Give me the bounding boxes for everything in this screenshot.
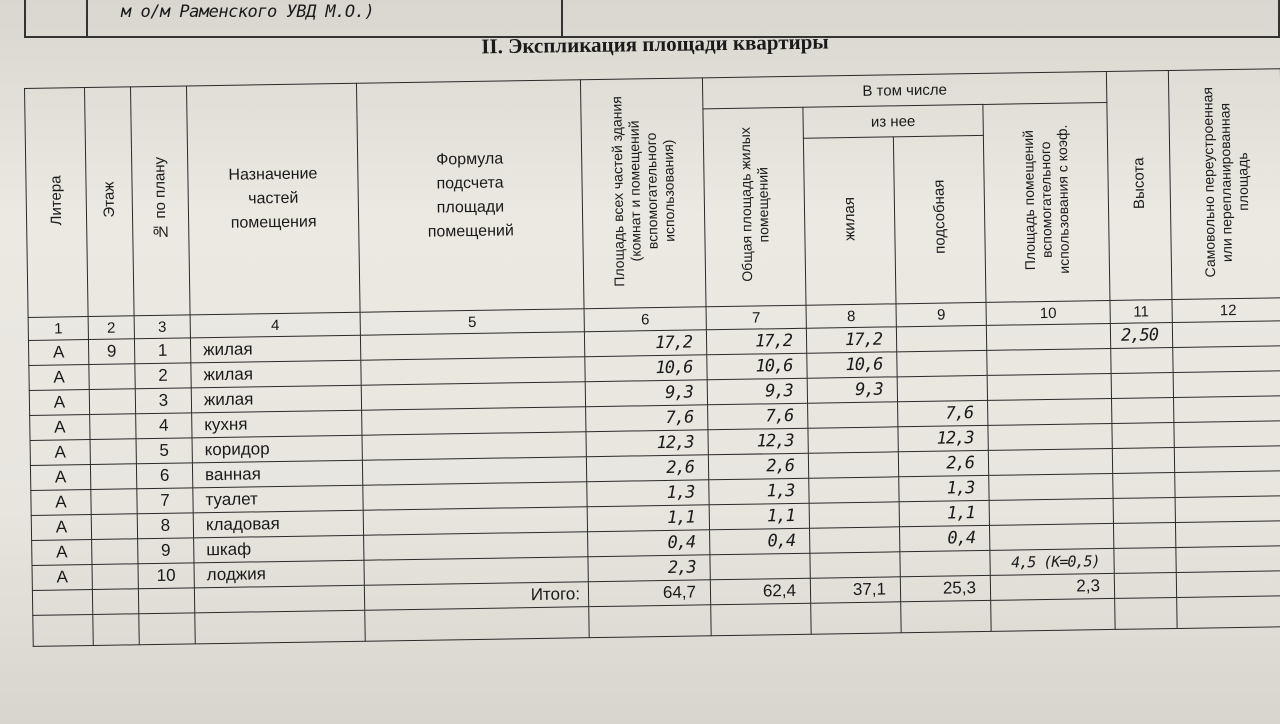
cell-litera: А	[32, 564, 92, 590]
cell-height	[1114, 547, 1176, 573]
column-number: 8	[806, 304, 896, 328]
cell-total-area: 12,3	[586, 430, 708, 457]
column-number: 10	[986, 300, 1110, 325]
header-obshaya-zhilaya: Общая площадь жилых помещений	[703, 107, 806, 307]
cell-plan-number: 6	[136, 463, 192, 489]
cell-living-total: 2,6	[708, 453, 808, 480]
cell-plan-number: 5	[136, 438, 192, 464]
cell-total-area: 1,3	[587, 480, 709, 507]
cell-living	[808, 427, 898, 453]
cell-height	[1111, 372, 1173, 398]
cell-plan-number: 8	[137, 513, 193, 539]
total-c6: 64,7	[588, 580, 710, 607]
cell-formula	[362, 407, 586, 436]
cell-height: 2,50	[1110, 322, 1172, 348]
header-vysota: Высота	[1106, 71, 1172, 301]
column-number: 12	[1172, 298, 1280, 323]
cell-plan-number: 9	[138, 538, 194, 564]
column-number: 1	[28, 317, 88, 341]
column-number: 7	[706, 305, 806, 330]
cell-living: 17,2	[806, 327, 896, 353]
cell-unauthorized	[1174, 421, 1280, 448]
cell-etazh	[90, 464, 136, 490]
cell-height	[1111, 347, 1173, 373]
section-title: II. Экспликация площади квартиры	[481, 29, 829, 59]
cell-living-total: 9,3	[707, 378, 807, 405]
cell-plan-number: 2	[135, 363, 191, 389]
cell-litera: А	[30, 465, 90, 491]
cell-total-area: 17,2	[584, 330, 706, 357]
cell-coef-area: 4,5 (К=0,5)	[990, 548, 1114, 575]
cell-height	[1112, 422, 1174, 448]
cell-unauthorized	[1176, 546, 1280, 573]
header-etazh: Этаж	[85, 87, 135, 317]
cell-auxiliary	[897, 350, 987, 376]
cell-litera: А	[30, 415, 90, 441]
cell-auxiliary: 0,4	[900, 525, 990, 551]
cell-living	[810, 527, 900, 553]
cell-room-name: ванная	[192, 460, 362, 488]
cell-plan-number: 1	[134, 338, 190, 364]
cell-coef-area	[986, 323, 1110, 350]
cell-unauthorized	[1174, 396, 1280, 423]
header-samovolno: Самовольно переустроенная или перепланированная площадь	[1168, 69, 1280, 300]
cell-living	[810, 552, 900, 578]
column-number: 11	[1110, 299, 1172, 323]
cell-total-area: 1,1	[587, 505, 709, 532]
column-number: 5	[360, 309, 584, 336]
cell-height	[1113, 497, 1175, 523]
cell-coef-area	[989, 498, 1113, 525]
cell-divider	[561, 0, 563, 36]
totals-label: Итого:	[364, 582, 588, 611]
cell-formula	[363, 482, 587, 511]
total-c8: 37,1	[810, 577, 900, 603]
cell-room-name: жилая	[191, 385, 361, 413]
cell-plan-number: 3	[135, 388, 191, 414]
cell-formula	[361, 357, 585, 386]
cell-auxiliary	[897, 375, 987, 401]
cell-plan-number: 7	[137, 488, 193, 514]
cell-auxiliary: 7,6	[898, 400, 988, 426]
cell-unauthorized	[1175, 521, 1280, 548]
cell-formula	[361, 382, 585, 411]
cell-litera: А	[28, 340, 88, 366]
header-naznachenie: Назначение частей помещения	[186, 83, 360, 315]
cell-living: 9,3	[807, 377, 897, 403]
cell-living-total: 0,4	[710, 528, 810, 555]
cell-divider	[86, 0, 88, 36]
cell-etazh	[92, 539, 138, 565]
cell-etazh	[89, 389, 135, 415]
cell-height	[1112, 397, 1174, 423]
cell-coef-area	[987, 348, 1111, 375]
column-number: 4	[190, 312, 360, 338]
cell-plan-number: 4	[136, 413, 192, 439]
cell-room-name: туалет	[193, 485, 363, 513]
cell-total-area: 7,6	[586, 405, 708, 432]
cell-unauthorized	[1174, 446, 1280, 473]
cell-unauthorized	[1173, 346, 1280, 373]
cell-living	[808, 402, 898, 428]
total-c9: 25,3	[900, 575, 990, 601]
cell-coef-area	[988, 398, 1112, 425]
cell-etazh	[89, 364, 135, 390]
header-zhilaya: жилая	[803, 137, 896, 305]
cell-litera: А	[29, 365, 89, 391]
cell-total-area: 0,4	[588, 530, 710, 557]
header-ploshad-vseh: Площадь всех частей здания (комнат и помещений вспомогательного использования)	[580, 78, 706, 309]
cell-formula	[363, 507, 587, 536]
cell-formula	[362, 457, 586, 486]
cell-total-area: 2,6	[586, 455, 708, 482]
cell-living-total: 10,6	[707, 353, 807, 380]
cell-plan-number: 10	[138, 563, 194, 589]
explication-table	[24, 68, 1280, 647]
cell-litera: А	[29, 390, 89, 416]
cell-total-area: 2,3	[588, 555, 710, 582]
cell-etazh	[90, 439, 136, 465]
cell-etazh	[90, 414, 136, 440]
total-c10: 2,3	[990, 573, 1114, 600]
issuer-note: м о/м Раменского УВД М.О.)	[121, 2, 375, 22]
cell-auxiliary: 12,3	[898, 425, 988, 451]
cell-living-total: 17,2	[706, 328, 806, 355]
cell-auxiliary	[896, 325, 986, 351]
header-iz-nee: из нее	[803, 104, 983, 138]
cell-auxiliary: 2,6	[898, 450, 988, 476]
cell-auxiliary: 1,3	[899, 475, 989, 501]
cell-etazh: 9	[88, 339, 134, 365]
header-v-tom-chisle: В том числе	[702, 71, 1106, 108]
cell-formula	[362, 432, 586, 461]
cell-etazh	[91, 489, 137, 515]
cell-room-name: лоджия	[194, 560, 364, 588]
header-po-planu: № по плану	[130, 86, 190, 316]
cell-room-name: жилая	[191, 360, 361, 388]
cell-room-name: кухня	[192, 410, 362, 438]
cell-unauthorized	[1175, 496, 1280, 523]
cell-unauthorized	[1172, 321, 1280, 348]
cell-total-area: 10,6	[585, 355, 707, 382]
cell-coef-area	[987, 373, 1111, 400]
column-number: 2	[88, 316, 134, 340]
cell-room-name: коридор	[192, 435, 362, 463]
cell-living-total: 1,3	[709, 478, 809, 505]
cell-living-total: 7,6	[708, 403, 808, 430]
table-rows	[28, 321, 1280, 591]
total-c7: 62,4	[710, 578, 810, 605]
cell-etazh	[92, 564, 138, 590]
cell-room-name: жилая	[190, 335, 360, 363]
column-number: 9	[896, 302, 986, 326]
column-number: 3	[134, 315, 190, 339]
cell-living-total: 12,3	[708, 428, 808, 455]
cell-coef-area	[988, 423, 1112, 450]
cell-litera: А	[32, 539, 92, 565]
cell-coef-area	[989, 523, 1113, 550]
cell-height	[1112, 447, 1174, 473]
cell-room-name: шкаф	[194, 535, 364, 563]
cell-coef-area	[989, 473, 1113, 500]
cell-litera: А	[31, 490, 91, 516]
header-podsobnaya: подсобная	[893, 135, 986, 303]
cell-total-area: 9,3	[585, 380, 707, 407]
cell-height	[1113, 472, 1175, 498]
cell-living	[809, 502, 899, 528]
cell-unauthorized	[1173, 371, 1280, 398]
cell-room-name: кладовая	[193, 510, 363, 538]
cell-formula	[364, 557, 588, 586]
header-litera: Литера	[25, 88, 89, 318]
cell-coef-area	[988, 448, 1112, 475]
header-vspomogat: Площадь помещений вспомогательного использования с коэф.	[983, 102, 1110, 302]
cell-living: 10,6	[807, 352, 897, 378]
cell-auxiliary: 1,1	[899, 500, 989, 526]
cell-formula	[360, 332, 584, 361]
cell-auxiliary	[900, 550, 990, 576]
cell-litera: А	[30, 440, 90, 466]
cell-height	[1113, 522, 1175, 548]
cell-living-total: 1,1	[709, 503, 809, 530]
cell-unauthorized	[1175, 471, 1280, 498]
header-formula: Формула подсчета площади помещений	[356, 80, 584, 312]
cell-litera: А	[31, 514, 91, 540]
cell-formula	[364, 532, 588, 561]
column-number: 6	[584, 307, 706, 332]
cell-living	[809, 477, 899, 503]
cell-living-total	[710, 553, 810, 580]
explication-table-wrapper	[24, 68, 1280, 680]
cell-etazh	[91, 514, 137, 540]
cell-living	[808, 452, 898, 478]
